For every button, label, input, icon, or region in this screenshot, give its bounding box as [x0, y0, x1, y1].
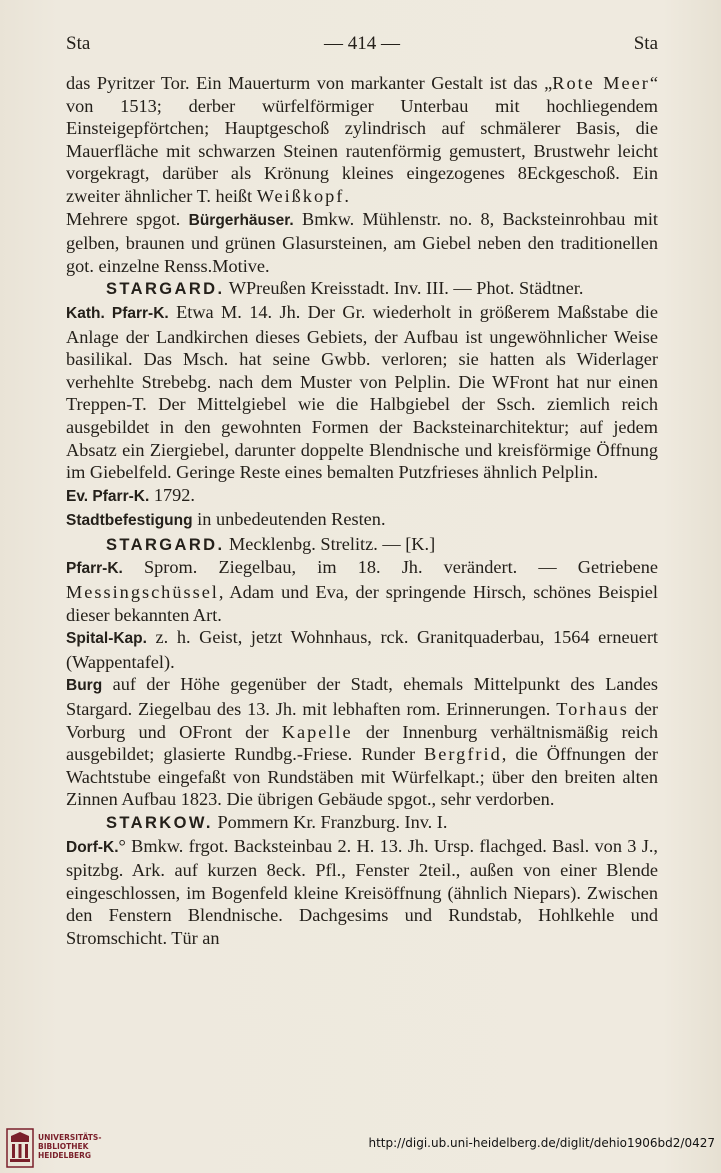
paragraph-kath-pfarrk: Kath. Pfarr-K. Etwa M. 14. Jh. Der Gr. wiederholt in größerem Maßstabe die Anlage der Landkirchen dieses Gebiets, der Aufbau ist ungewöhnlicher Weise basilikal. Das Msch. hat seine Gwbb. verloren; sie hatten als Widerlager verhehlte Strebebg. nach dem Muster von Pelplin. Die WFront hat nur einen Treppen-T. Der Mittelgiebel wie die Halbgiebel der Ssch. ziemlich reich ausgebildet in den gewohnten Formen der Backsteinarchitektur; auf jedem Absatz ein Ziergiebel, darunter doppelte Blendnische und kreisförmige Öffnung im Giebelfeld. Geringe Reste eines bemalten Putzfrieses ähnlich Pelplin.: [66, 301, 658, 483]
entry-stargard-mecklenburg: STARGARD. Mecklenbg. Strelitz. — [K.]: [106, 533, 436, 554]
paragraph-burg: Burg auf der Höhe gegenüber der Stadt, ehemals Mittelpunkt des Landes Stargard. Ziegelbau des 13. Jh. mit lebhaften rom. Erinnerungen. Torhaus der Vorburg und OFront der Kapelle der Innenburg verhältnismäßig reich ausgebildet; glasierte Rundbg.-Friese. Runder Bergfrid, die Öffnungen der Wachtstube eingefaßt von Rundstäben mit Würfelkapt.; über den breiten alten Zinnen Aufbau 1823. Die übrigen Gebäude spgot., sehr verdorben.: [66, 674, 658, 810]
place-heading: STARGARD.: [106, 535, 225, 554]
entry-stargard-wpreussen: STARGARD. WPreußen Kreisstadt. Inv. III. — Phot. Städtner.: [106, 278, 584, 299]
entry-starkow: STARKOW. Pommern Kr. Franzburg. Inv. I.: [106, 812, 448, 832]
body-text: [66, 72, 658, 950]
header-right: Sta: [633, 33, 658, 54]
paragraph-spital-kap: Spital-Kap. z. h. Geist, jetzt Wohnhaus, rck. Granitquaderbau, 1564 erneuert (Wappentafel).: [66, 627, 658, 672]
header-left: Sta: [66, 33, 91, 54]
footer: [0, 1122, 721, 1173]
paragraph-pfarrk: Pfarr-K. Sprom. Ziegelbau, im 18. Jh. verändert. — Getriebene Messingschüssel, Adam und Eva, der springende Hirsch, schönes Beispiel dieser bekannten Art.: [66, 557, 658, 625]
paragraph-buergerhaeuser: Mehrere spgot. Bürgerhäuser. Bmkw. Mühlenstr. no. 8, Backsteinrohbau mit gelben, braunen und grünen Glasursteinen, am Giebel neben den traditionellen got. einzelne Renss.Motive.: [66, 208, 658, 276]
running-header: [66, 33, 658, 59]
place-heading: STARKOW.: [106, 814, 213, 832]
logo-text: UNIVERSITÄTS- BIBLIOTHEK HEIDELBERG: [38, 1133, 102, 1160]
paragraph-ev-pfarrk: Ev. Pfarr-K. 1792.: [66, 484, 195, 505]
source-url[interactable]: http://digi.ub.uni-heidelberg.de/diglit/dehio1906bd2/0427: [368, 1136, 715, 1150]
paragraph-dorfk: Dorf-K.° Bmkw. frgot. Backsteinbau 2. H. 13. Jh. Ursp. flachged. Basl. von 3 J., spitzbg. Ark. auf kurzen 8eck. Pfl., Fenster 2teil., außen von einer Blende eingeschlossen, im Bogenfeld kleine Kreisöffnung (ähnlich Niepars). Zwischen den Fenstern Blendnische. Dachgesims und Rundstab, Hohlkehle und Stromschicht. Tür an: [66, 835, 658, 948]
university-library-logo-icon: [6, 1128, 34, 1168]
paragraph-pyritz-tower: das Pyritzer Tor. Ein Mauerturm von markanter Gestalt ist das „Rote Meer“ von 1513; derber würfelförmiger Unterbau mit hochliegendem Einsteigepförtchen; Hauptgeschoß zylindrisch auf schmälerer Basis, die Mauerfläche mit schwarzen Steinen rautenförmig gemustert, Brustwehr leicht vorgekragt, darüber als Krönung kleines eingezogenes 8Eckgeschoß. Ein zweiter ähnlicher T. heißt Weißkopf.: [66, 73, 658, 206]
page-number: — 414 —: [324, 33, 400, 54]
paragraph-stadtbefestigung: Stadtbefestigung in unbedeutenden Resten.: [66, 509, 386, 530]
place-heading: STARGARD.: [106, 280, 225, 299]
